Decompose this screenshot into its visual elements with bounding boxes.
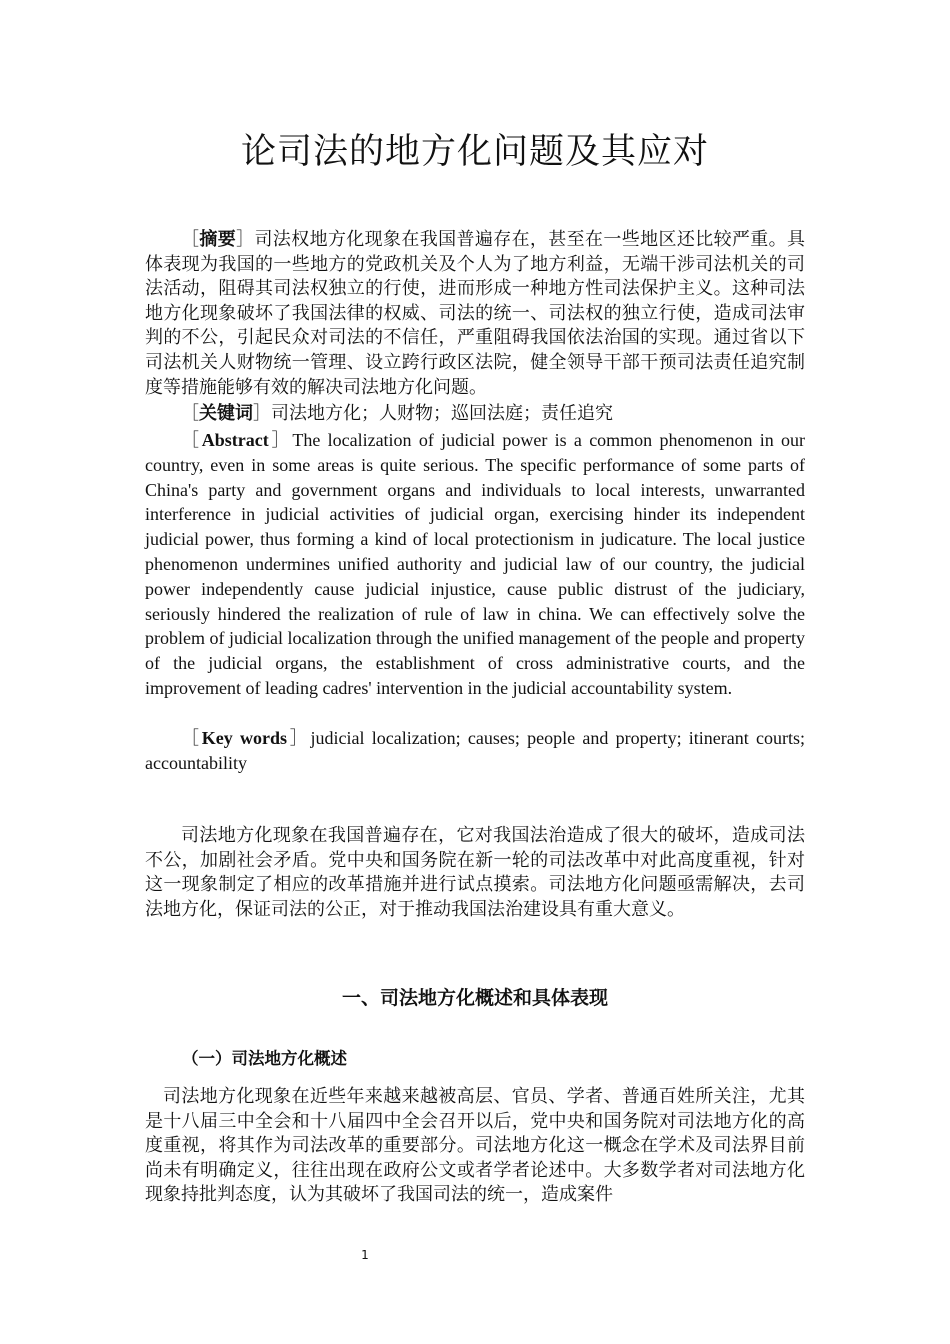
abstract-en <box>145 428 805 701</box>
keywords-en <box>145 726 805 776</box>
page-number: 1 <box>361 1248 369 1262</box>
keywords-zh-open-bracket: ［ <box>181 403 199 424</box>
section-heading: 一、司法地方化概述和具体表现 <box>341 987 608 1009</box>
keywords-en-close-bracket: ］ <box>287 728 311 748</box>
keywords-zh-close-bracket: ］ <box>253 403 271 424</box>
keywords-en-label: Key words <box>201 728 287 748</box>
abstract-en-text: The localization of judicial power is a common phenomenon in our country, even in some areas is quite serious. The specific performance of some parts of China's party and government organs and individuals to local interests, unwarranted interference in judicial activities of judicial organ, exercising hinder its independent judicial power, thus forming a kind of local protectionism in judicature. The local justice phenomenon undermines unified authority and judicial law of our country, the judicial power independently cause judicial injustice, cause public distrust of the judiciary, seriously hindered the realization of rule of law in china. We can effectively solve the problem of judicial localization through the unified management of the people and property of the judicial organs, the establishment of cross administrative courts, and the improvement of leading cadres' intervention in the judicial accountability system. <box>145 430 805 698</box>
keywords-en-text: judicial localization; causes; people and property; itinerant courts; accountability <box>145 728 806 773</box>
document-title: 论司法的地方化问题及其应对 <box>240 132 709 172</box>
abstract-en-open-bracket: ［ <box>181 430 202 450</box>
abstract-en-close-bracket: ］ <box>268 430 293 450</box>
body-paragraph: 司法地方化现象在近些年来越来越被高层、官员、学者、普通百姓所关注，尤其是十八届三中全会和十八届四中全会召开以后，党中央和国务院对司法地方化的高度重视，将其作为司法改革的重要部分。司法地方化这一概念在学术及司法界目前尚未有明确定义，往往出现在政府公文或者学者论述中。大多数学者对司法地方化现象持批判态度，认为其破坏了我国司法的统一，造成案件 <box>145 1086 805 1206</box>
intro-paragraph: 司法地方化现象在我国普遍存在，它对我国法治造成了很大的破坏，造成司法不公，加剧社会矛盾。党中央和国务院在新一轮的司法改革中对此高度重视，针对这一现象制定了相应的改革措施并进行试点摸索。司法地方化问题亟需解决，去司法地方化，保证司法的公正，对于推动我国法治建设具有重大意义。 <box>145 825 805 920</box>
abstract-zh-text: 司法权地方化现象在我国普遍存在，甚至在一些地区还比较严重。具体表现为我国的一些地方的党政机关及个人为了地方利益，无端干涉司法机关的司法活动，阻碍其司法权独立的行使，进而形成一种地方性司法保护主义。这种司法地方化现象破坏了我国法律的权威、司法的统一、司法权的独立行使，造成司法审判的不公，引起民众对司法的不信任，严重阻碍我国依法治国的实现。通过省以下司法机关人财物统一管理、设立跨行政区法院，健全领导干部干预司法责任追究制度等措施能够有效的解决司法地方化问题。 <box>145 229 806 398</box>
abstract-zh-close-bracket: ］ <box>236 229 255 250</box>
subsection-heading: （一）司法地方化概述 <box>182 1049 347 1068</box>
keywords-zh-label: 关键词 <box>199 403 253 424</box>
keywords-en-open-bracket: ［ <box>181 728 202 748</box>
keywords-zh <box>145 402 805 427</box>
abstract-zh <box>145 228 805 400</box>
keywords-zh-text: 司法地方化；人财物；巡回法庭；责任追究 <box>271 403 613 424</box>
abstract-zh-label: 摘要 <box>199 229 237 250</box>
abstract-zh-open-bracket: ［ <box>181 229 200 250</box>
abstract-en-label: Abstract <box>201 430 269 450</box>
